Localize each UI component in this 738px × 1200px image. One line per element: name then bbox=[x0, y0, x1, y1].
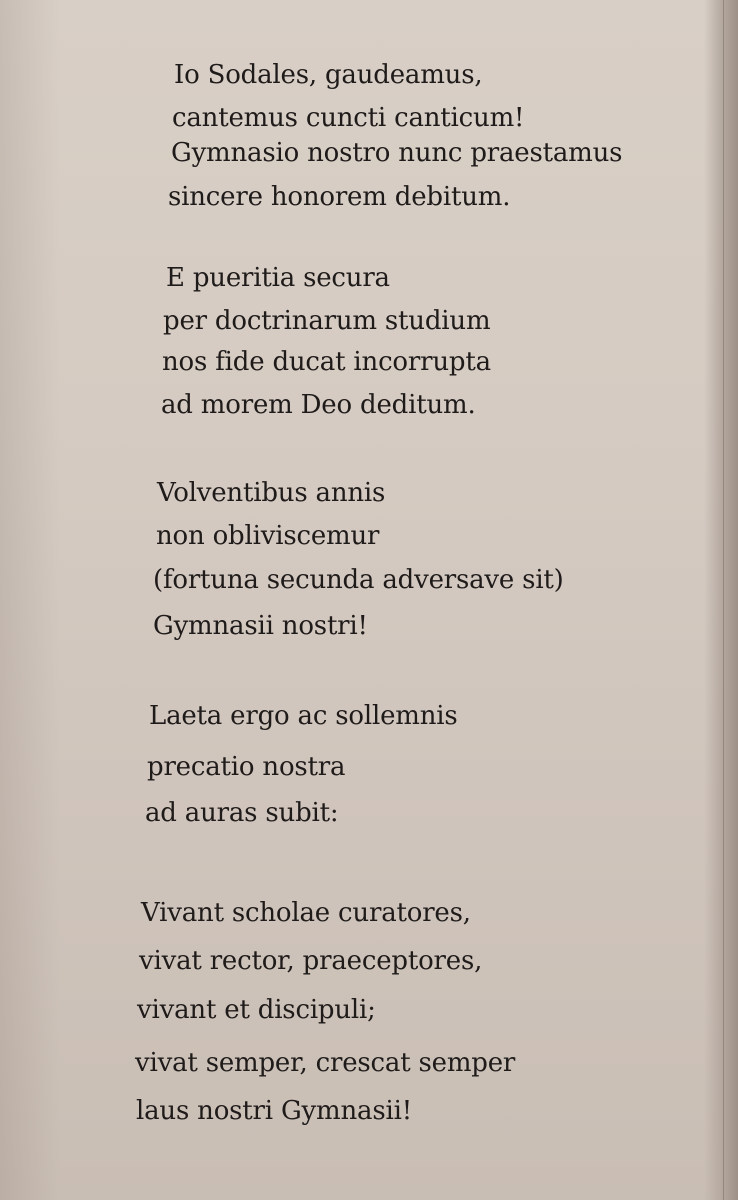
poem-line: non obliviscemur bbox=[156, 521, 380, 551]
poem-line: ad auras subit: bbox=[145, 798, 339, 828]
poem-line: per doctrinarum studium bbox=[163, 306, 491, 336]
poem-line: sincere honorem debitum. bbox=[168, 182, 511, 212]
poem-line: vivant et discipuli; bbox=[137, 995, 376, 1025]
poem-line: precatio nostra bbox=[147, 752, 346, 782]
poem-line: vivat semper, crescat semper bbox=[135, 1048, 516, 1078]
poem-line: Gymnasio nostro nunc praestamus bbox=[171, 138, 623, 168]
poem-line: Volventibus annis bbox=[157, 478, 386, 508]
poem-line: laus nostri Gymnasii! bbox=[136, 1096, 412, 1126]
poem-line: Vivant scholae curatores, bbox=[141, 898, 471, 928]
poem-line: Laeta ergo ac sollemnis bbox=[149, 701, 458, 731]
poem-line: Gymnasii nostri! bbox=[153, 611, 368, 641]
poem-line: (fortuna secunda adversave sit) bbox=[153, 565, 564, 595]
poem-line: ad morem Deo deditum. bbox=[161, 390, 476, 420]
poem-line: cantemus cuncti canticum! bbox=[172, 103, 525, 133]
poem-line: nos fide ducat incorrupta bbox=[162, 347, 491, 377]
poem-line: Io Sodales, gaudeamus, bbox=[174, 60, 483, 90]
poem-line: E pueritia secura bbox=[166, 263, 390, 293]
poem-line: vivat rector, praeceptores, bbox=[139, 946, 483, 976]
